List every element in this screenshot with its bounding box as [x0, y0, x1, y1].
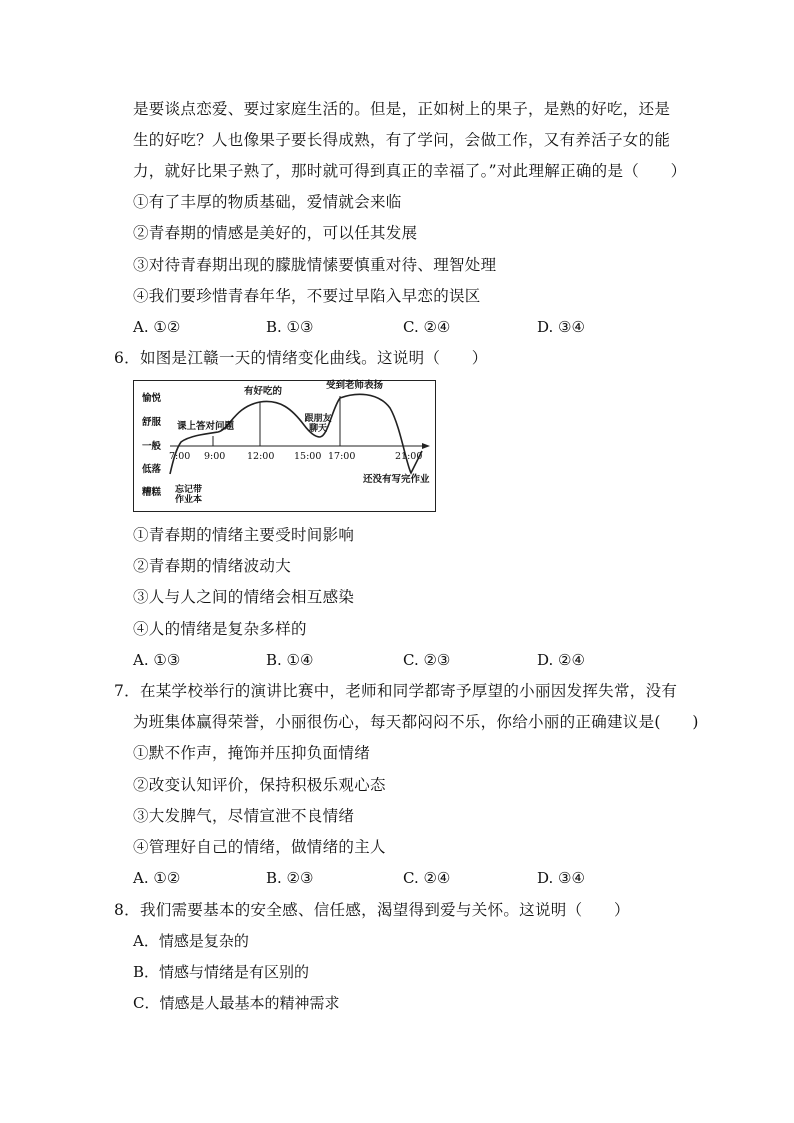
q5-intro-line-3: 力，就好比果子熟了，那时就可得到真正的幸福了。”对此理解正确的是（ ）: [133, 162, 687, 180]
q7-option-a[interactable]: A. ①②: [133, 869, 181, 887]
event-chat-with-friend: 跟朋友聊天: [304, 414, 332, 434]
q5-intro-line-2: 生的好吃？人也像果子要长得成熟，有了学问，会做工作，又有养活子女的能: [133, 131, 671, 149]
q8-option-b[interactable]: B．情感与情绪是有区别的: [133, 963, 310, 981]
q5-statement-4: ④我们要珍惜青春年华，不要过早陷入早恋的误区: [133, 287, 481, 305]
event-tasty-food: 有好吃的: [244, 386, 283, 397]
q6-statement-1: ①青春期的情绪主要受时间影响: [133, 526, 355, 544]
q5-statement-1: ①有了丰厚的物质基础，爱情就会来临: [133, 193, 402, 211]
event-forgot-homework: 忘记带作业本: [174, 485, 202, 505]
q6-statement-4: ④人的情绪是复杂多样的: [133, 620, 307, 638]
q7-statement-4: ④管理好自己的情绪，做情绪的主人: [133, 838, 386, 856]
q6-option-d[interactable]: D. ②④: [537, 651, 585, 669]
tick-7: 7:00: [169, 451, 191, 462]
q5-intro-line-1: 是要谈点恋爱、要过家庭生活的。但是，正如树上的果子，是熟的好吃，还是: [133, 100, 671, 118]
q8-option-a[interactable]: A．情感是复杂的: [133, 932, 249, 950]
q5-option-c[interactable]: C. ②④: [403, 318, 451, 336]
level-label-low: 低落: [142, 464, 162, 475]
level-label-normal: 一般: [142, 441, 162, 452]
event-teacher-praise: 受到老师表扬: [326, 380, 384, 391]
q6-option-a[interactable]: A. ①③: [133, 651, 181, 669]
tick-15: 15:00: [294, 451, 322, 462]
level-label-comfortable: 舒服: [142, 417, 162, 428]
q7-option-b[interactable]: B. ②③: [266, 869, 314, 887]
q6-statement-3: ③人与人之间的情绪会相互感染: [133, 588, 355, 606]
q8-stem: 8．我们需要基本的安全感、信任感，渴望得到爱与关怀。这说明（ ）: [114, 901, 630, 919]
emotion-curve-figure: [133, 380, 436, 512]
tick-21: 21:00: [395, 451, 423, 462]
axis-arrow-icon: [422, 443, 430, 449]
q8-option-c[interactable]: C．情感是人最基本的精神需求: [133, 994, 340, 1012]
level-label-happy: 愉悦: [142, 393, 162, 404]
q7-statement-2: ②改变认知评价，保持积极乐观心态: [133, 776, 386, 794]
q5-option-a[interactable]: A. ①②: [133, 318, 181, 336]
event-homework-unfinished: 还没有写完作业: [363, 474, 430, 485]
q5-statement-2: ②青春期的情感是美好的，可以任其发展: [133, 224, 418, 242]
q6-statement-2: ②青春期的情绪波动大: [133, 557, 292, 575]
q5-option-d[interactable]: D. ③④: [537, 318, 585, 336]
q7-statement-3: ③大发脾气，尽情宣泄不良情绪: [133, 807, 355, 825]
tick-9: 9:00: [204, 451, 226, 462]
q7-statement-1: ①默不作声，掩饰并压抑负面情绪: [133, 744, 371, 762]
q6-option-b[interactable]: B. ①④: [266, 651, 314, 669]
level-label-bad: 糟糕: [142, 487, 162, 498]
q7-option-d[interactable]: D. ③④: [537, 869, 585, 887]
tick-12: 12:00: [247, 451, 275, 462]
emotion-curve: [170, 394, 422, 474]
q7-stem-line-2: 为班集体赢得荣誉，小丽很伤心，每天都闷闷不乐，你给小丽的正确建议是( ): [133, 713, 699, 731]
q6-option-c[interactable]: C. ②③: [403, 651, 451, 669]
q7-option-c[interactable]: C. ②④: [403, 869, 451, 887]
q5-option-b[interactable]: B. ①③: [266, 318, 314, 336]
q6-stem: 6．如图是江赣一天的情绪变化曲线。这说明（ ）: [114, 349, 488, 367]
tick-17: 17:00: [328, 451, 356, 462]
event-answer-question: 课上答对问题: [177, 421, 235, 432]
q5-statement-3: ③对待青春期出现的朦胧情愫要慎重对待、理智处理: [133, 256, 497, 274]
q7-stem-line-1: 7．在某学校举行的演讲比赛中，老师和同学都寄予厚望的小丽因发挥失常，没有: [114, 682, 678, 700]
